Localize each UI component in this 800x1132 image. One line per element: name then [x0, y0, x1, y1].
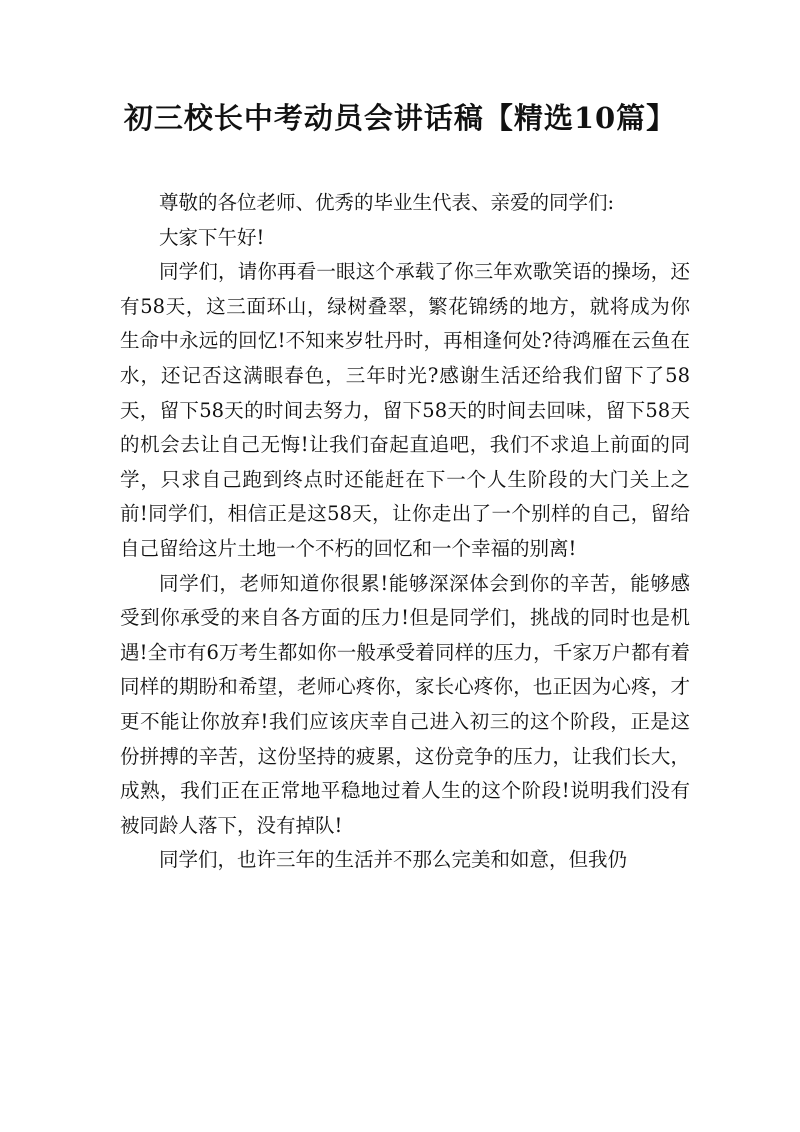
body-paragraph: 同学们，请你再看一眼这个承载了你三年欢歌笑语的操场，还有58天，这三面环山，绿树叠翠，繁花锦绣的地方，就将成为你生命中永远的回忆!不知来岁牡丹时，再相逢何处?待鸿雁在云鱼在水，还记否这满眼春色，三年时光?感谢生活还给我们留下了58天，留下58天的时间去努力，留下58天的时间去回味，留下58天的机会去让自己无悔!让我们奋起直追吧，我们不求追上前面的同学，只求自己跑到终点时还能赶在下一个人生阶段的大门关上之前!同学们，相信正是这58天，让你走出了一个别样的自己，留给自己留给这片土地一个不朽的回忆和一个幸福的别离!	[120, 260, 690, 560]
greeting-paragraph: 大家下午好!	[159, 225, 265, 249]
body-paragraph: 同学们，也许三年的生活并不那么完美和如意，但我仍	[159, 848, 628, 872]
body-paragraph: 同学们，老师知道你很累!能够深深体会到你的辛苦，能够感受到你承受的来自各方面的压力!但是同学们，挑战的同时也是机遇!全市有6万考生都如你一般承受着同样的压力，千家万户都有着同样的期盼和希望，老师心疼你，家长心疼你，也正因为心疼，才更不能让你放弃!我们应该庆幸自己进入初三的这个阶段，正是这份拼搏的辛苦，这份坚持的疲累，这份竞争的压力，让我们长大，成熟，我们正在正常地平稳地过着人生的这个阶段!说明我们没有被同龄人落下，没有掉队!	[120, 571, 690, 837]
document-title: 初三校长中考动员会讲话稿【精选10篇】	[123, 101, 677, 135]
salutation-paragraph: 尊敬的各位老师、优秀的毕业生代表、亲爱的同学们:	[159, 191, 615, 214]
document-body	[120, 186, 690, 878]
